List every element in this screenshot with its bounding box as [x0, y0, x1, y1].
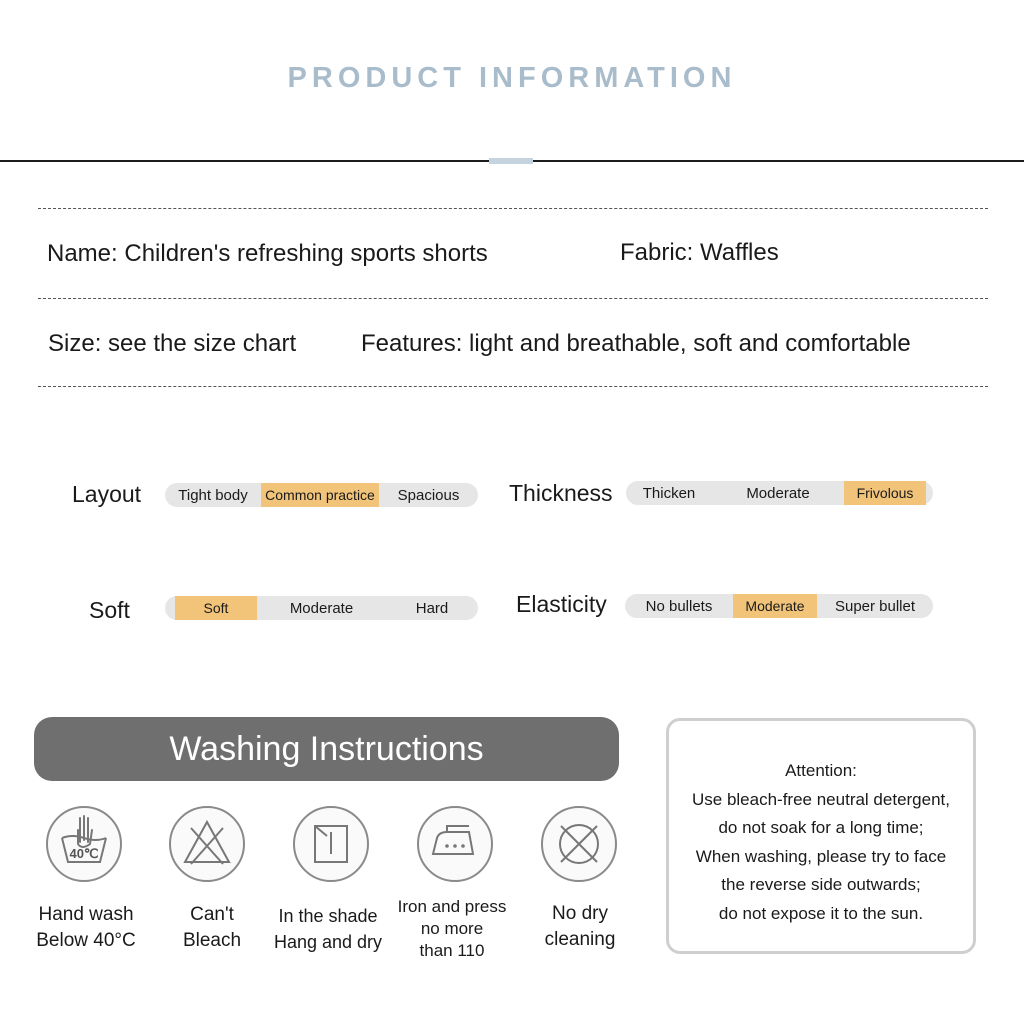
soft-option: Moderate	[289, 599, 354, 617]
hand-wash-40-icon	[46, 806, 122, 882]
dashed-divider	[38, 386, 988, 387]
attention-line: do not soak for a long time;	[718, 818, 924, 837]
no-bleach-caption: Can't Bleach	[182, 904, 242, 951]
elasticity-option: Super bullet	[834, 597, 916, 615]
dashed-divider	[38, 208, 988, 209]
thickness-option: Frivolous	[844, 481, 926, 505]
attention-box	[666, 718, 976, 954]
no-bleach-icon	[169, 806, 245, 882]
iron-icon	[417, 806, 493, 882]
no-dry-clean-icon	[541, 806, 617, 882]
product-fabric: Fabric: Waffles	[620, 239, 779, 266]
hand-wash-temp-badge: 40℃	[69, 846, 99, 861]
washing-instructions-banner	[34, 717, 619, 781]
iron-caption: Iron and press no more than 110	[397, 897, 507, 960]
soft-option: Hard	[415, 599, 449, 617]
washing-instructions-title: Washing Instructions	[169, 729, 484, 768]
elasticity-label: Elasticity	[516, 591, 607, 617]
attention-heading: Attention:	[785, 761, 857, 780]
elasticity-option: Moderate	[733, 594, 817, 618]
soft-scale	[165, 596, 478, 620]
layout-scale	[165, 483, 478, 507]
soft-label: Soft	[89, 597, 130, 623]
hand-wash-caption: Hand wash Below 40°C	[36, 904, 136, 951]
elasticity-option: No bullets	[645, 597, 713, 615]
layout-option: Tight body	[178, 486, 248, 504]
attention-line: When washing, please try to face	[695, 846, 947, 866]
attention-line: the reverse side outwards;	[721, 875, 921, 894]
no-dry-clean-caption: No dry cleaning	[544, 903, 616, 950]
attention-line: do not expose it to the sun.	[718, 903, 924, 923]
attention-line: Use bleach-free neutral detergent,	[692, 789, 950, 809]
product-name: Name: Children's refreshing sports shorts	[47, 240, 488, 267]
thickness-scale	[626, 481, 933, 505]
product-features: Features: light and breathable, soft and comfortable	[361, 330, 911, 357]
layout-option: Common practice	[261, 483, 379, 507]
page-title: PRODUCT INFORMATION	[287, 62, 737, 94]
dashed-divider	[38, 298, 988, 299]
thickness-label: Thickness	[509, 480, 613, 506]
layout-option: Spacious	[397, 486, 460, 504]
thickness-option: Thicken	[642, 484, 696, 502]
shade-dry-icon	[293, 806, 369, 882]
title-divider-accent	[489, 158, 533, 164]
elasticity-scale	[625, 594, 933, 618]
thickness-option: Moderate	[746, 484, 810, 502]
shade-dry-caption: In the shade Hang and dry	[273, 906, 383, 952]
soft-option: Soft	[175, 596, 257, 620]
soft-scale-pad	[165, 596, 175, 620]
layout-label: Layout	[72, 481, 142, 507]
product-size: Size: see the size chart	[48, 330, 297, 357]
